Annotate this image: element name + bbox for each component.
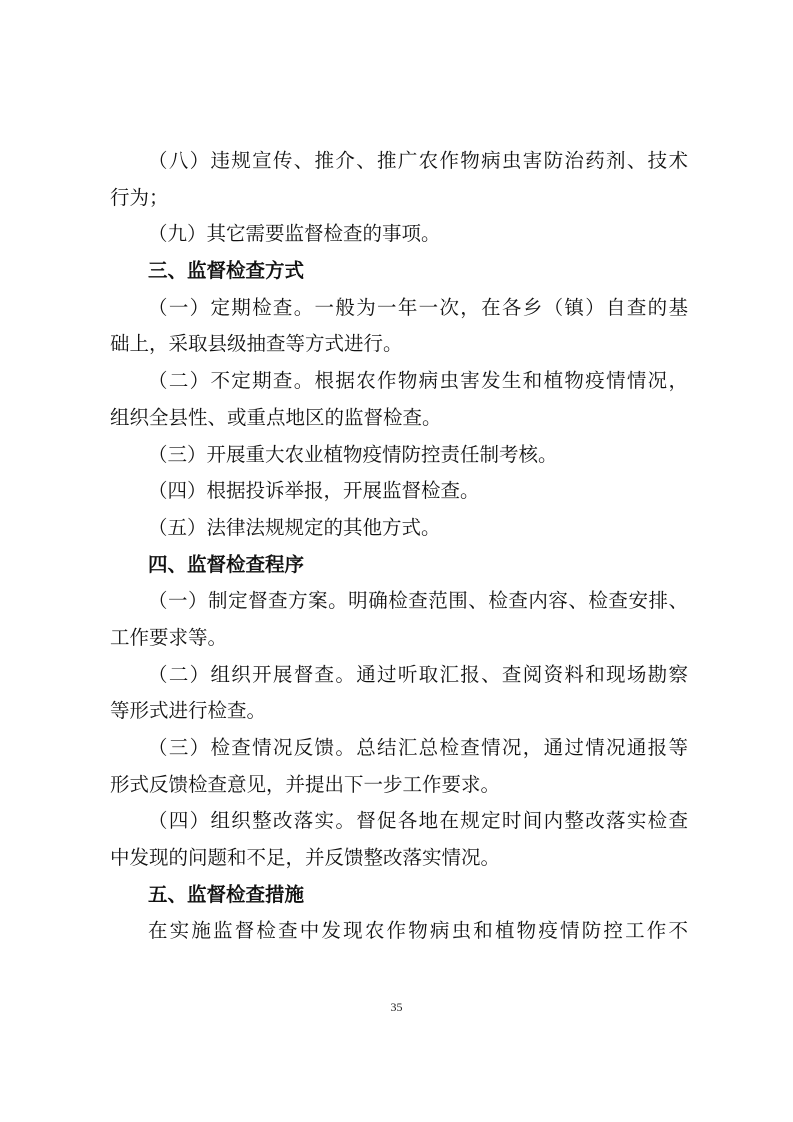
text-line: （五）法律法规规定的其他方式。: [148, 515, 441, 539]
text-line: 等形式进行检查。: [110, 699, 267, 723]
text-line: 中发现的问题和不足，并反馈整改落实情况。: [110, 846, 501, 870]
section-heading: 四、监督检查程序: [148, 552, 305, 576]
text-line: 础上，采取县级抽查等方式进行。: [110, 332, 403, 356]
text-line: 行为；: [110, 185, 169, 209]
text-line: （一）制定督查方案。明确检查范围、检查内容、检查安排、: [148, 589, 688, 613]
text-line: （四）组织整改落实。督促各地在规定时间内整改落实检查: [148, 809, 688, 833]
text-line: （三）开展重大农业植物疫情防控责任制考核。: [148, 442, 558, 466]
text-line: （一）定期检查。一般为一年一次，在各乡（镇）自查的基: [148, 295, 688, 319]
text-line: （二）组织开展督查。通过听取汇报、查阅资料和现场勘察: [148, 662, 688, 686]
text-line: （九）其它需要监督检查的事项。: [148, 222, 441, 246]
text-line: 组织全县性、或重点地区的监督检查。: [110, 405, 442, 429]
text-line: （八）违规宣传、推介、推广农作物病虫害防治药剂、技术: [148, 149, 688, 172]
document-body: [110, 143, 688, 950]
text-line: 工作要求等。: [110, 625, 228, 649]
section-heading: 三、监督检查方式: [148, 259, 305, 283]
text-line: 形式反馈检查意见，并提出下一步工作要求。: [110, 772, 501, 796]
text-line: （四）根据投诉举报，开展监督检查。: [148, 479, 480, 503]
text-line: 在实施监督检查中发现农作物病虫和植物疫情防控工作不: [148, 919, 688, 943]
text-line: （二）不定期查。根据农作物病虫害发生和植物疫情情况，: [148, 369, 688, 393]
text-line: （三）检查情况反馈。总结汇总检查情况，通过情况通报等: [148, 736, 688, 759]
section-heading: 五、监督检查措施: [148, 882, 305, 906]
page-number: 35: [390, 1000, 403, 1014]
